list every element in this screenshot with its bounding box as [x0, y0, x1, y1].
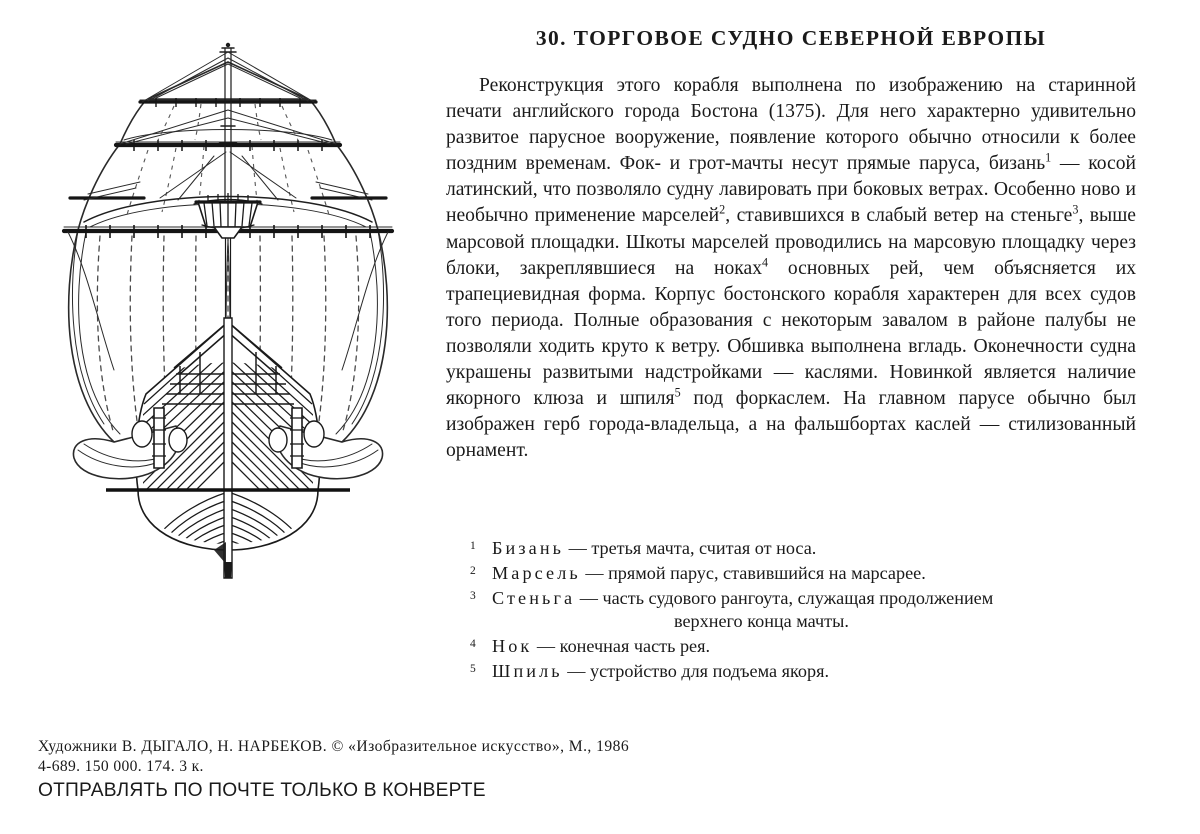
footnote-item [470, 561, 1150, 585]
footnote-term: Шпиль [492, 661, 563, 682]
footnote-dash: — [532, 635, 560, 656]
footnote-text: третья мачта, считая от носа. [591, 538, 817, 558]
para-seg-5: основных рей, чем объясняется их трапециевидная форма. Корпус бостонского корабля характерен для всех судов того периода. Полные образования с некоторым завалом в районе палубы не позволяли ходить круто к ветру. Обшивка выполнена вгладь. Оконечности судна украшены развитыми надстройками — каслями. Новинкой является наличие якорного клюза и шпиля [446, 257, 1136, 410]
footnote-marker: 2 [470, 565, 476, 578]
ref-marker-5: 5 [674, 385, 681, 400]
footnote-dash: — [562, 661, 590, 682]
credits-block [38, 736, 1158, 803]
ref-marker-1: 1 [1045, 150, 1052, 165]
footnote-item [470, 536, 1150, 560]
mailing-notice: ОТПРАВЛЯТЬ ПО ПОЧТЕ ТОЛЬКО В КОНВЕРТЕ [38, 780, 486, 801]
footnote-item [470, 586, 1150, 632]
para-seg-1: Реконструкция этого корабля выполнена по изображению на старинной печати английского города Бостона (1375). Для него характерно удивительно развитое парусное вооружение, появление которого обычно относили к более поздним временам. Фок- и грот-мачты несут прямые паруса, бизань [446, 75, 1136, 175]
footnote-marker: 3 [470, 590, 476, 603]
footnote-marker: 1 [470, 540, 476, 552]
print-run-code: 4-689. 150 000. 174. 3 к. [38, 758, 204, 775]
footnote-text: конечная часть рея. [559, 635, 711, 656]
page-title: 30. ТОРГОВОЕ СУДНО СЕВЕРНОЙ ЕВРОПЫ [535, 26, 1047, 50]
footnote-dash: — [564, 538, 592, 558]
footnote-text: прямой парус, ставившийся на марсарее. [608, 563, 926, 584]
ref-marker-4: 4 [762, 255, 769, 270]
footnote-marker: 4 [470, 637, 476, 650]
para-seg-2: — косой латинский, что позволяло судну лавировать при боковых ветрах. Особенно ново и необычно применение марселей [446, 153, 1136, 227]
footnote-text: устройство для подъема якоря. [589, 661, 830, 682]
footnote-term: Бизань [492, 538, 565, 558]
footnote-dash: — [580, 563, 609, 584]
ship-illustration [28, 22, 428, 592]
footnote-item [470, 634, 1150, 658]
footnote-text: часть судового рангоута, служащая продолжением [602, 588, 994, 609]
footnote-continuation: верхнего конца мачты. [674, 610, 849, 631]
article-column [446, 26, 1136, 464]
para-seg-3: , ставившихся в слабый ветер на стеньге [725, 205, 1073, 227]
footnote-term: Стеньга [492, 588, 576, 609]
article-paragraph [446, 73, 1136, 464]
publisher-credit: Художники В. ДЫГАЛО, Н. НАРБЕКОВ. © «Изобразительное искусство», М., 1986 [38, 738, 630, 755]
footnote-marker: 5 [470, 663, 476, 676]
para-seg-4: , выше марсовой площадки. Шкоты марселей проводились на марсовую площадку через блоки, закреплявшиеся на ноках [446, 205, 1136, 279]
para-seg-6: под форкаслем. На главном парусе обычно был изображен герб города-владельца, а на фальшбортах каслей — стилизованный орнамент. [446, 388, 1136, 462]
ref-marker-2: 2 [719, 202, 726, 217]
footnote-item [470, 659, 1150, 683]
topgallant-sail [148, 62, 308, 99]
ref-marker-3: 3 [1072, 202, 1079, 217]
footnote-term: Марсель [492, 563, 581, 584]
footnote-term: Нок [492, 635, 533, 656]
footnotes-list [470, 536, 1150, 684]
ship-bow-view-drawing [28, 22, 428, 592]
footnote-dash: — [575, 588, 603, 609]
